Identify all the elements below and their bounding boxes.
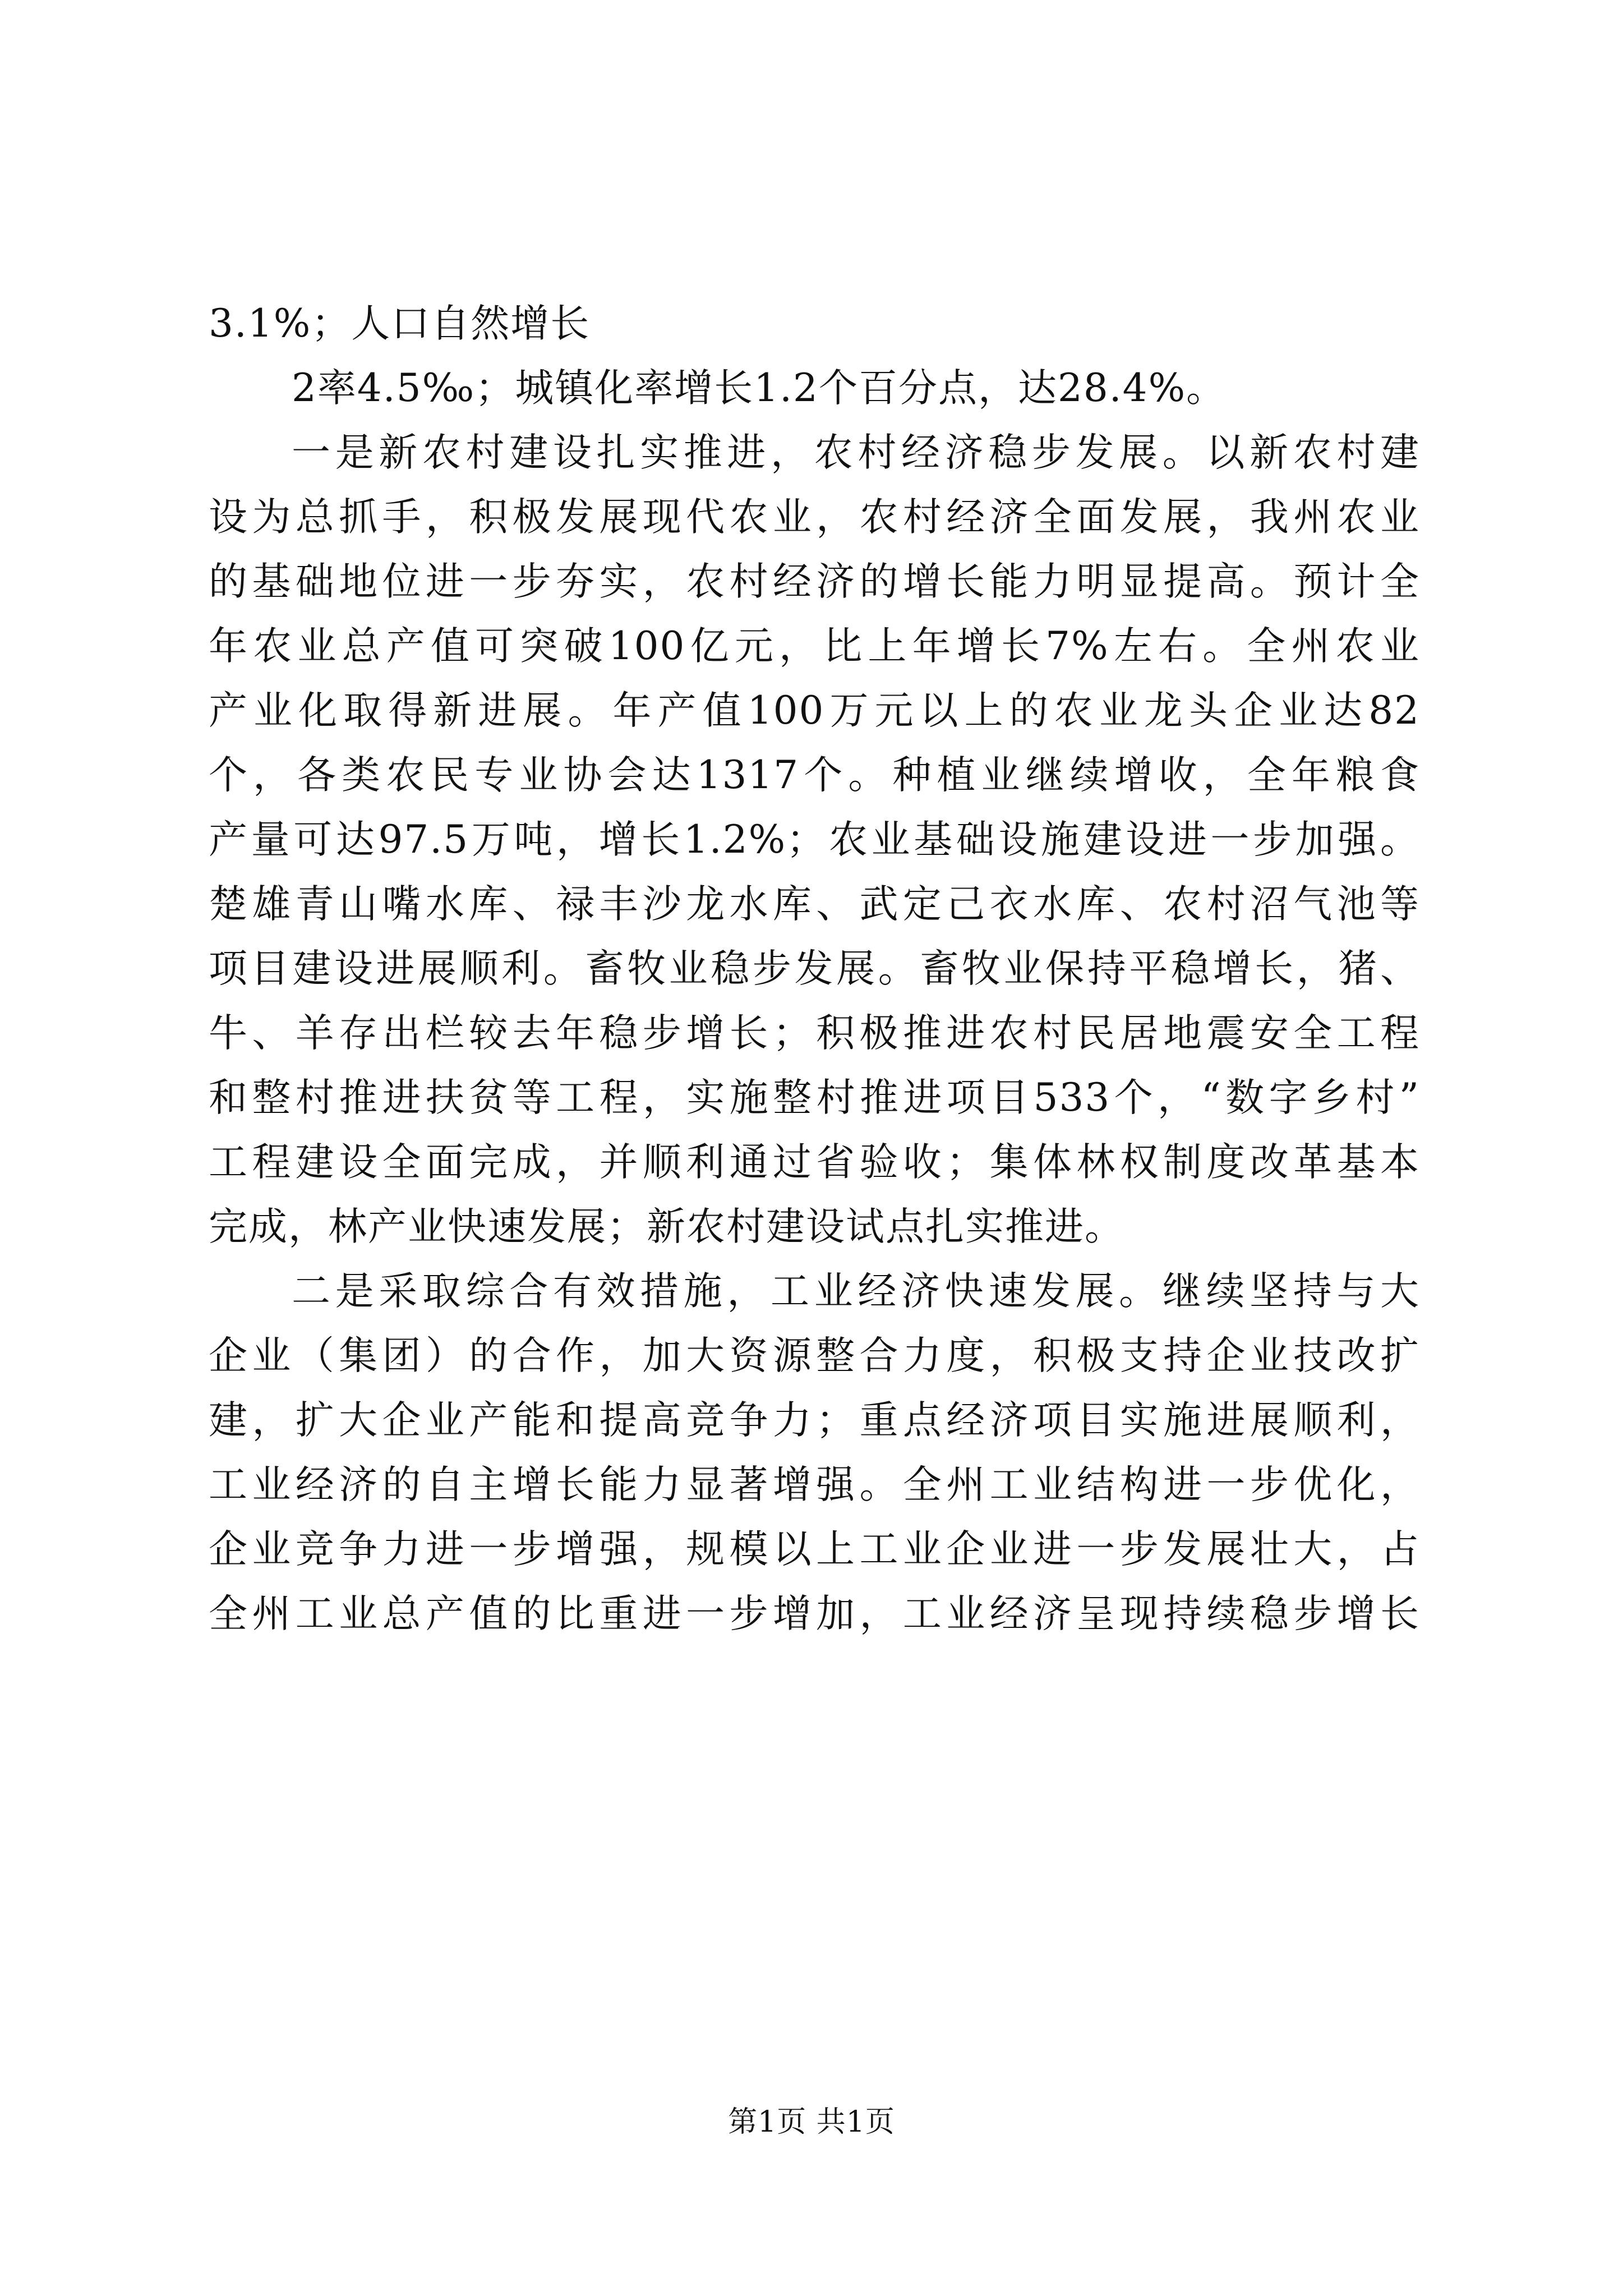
text-line: 年农业总产值可突破100亿元，比上年增长7%左右。全州农业 [209,624,1420,669]
document-body [209,292,1420,1646]
text-line: 的基础地位进一步夯实，农村经济的增长能力明显提高。预计全 [209,559,1420,604]
text-line: 产量可达97.5万吨，增长1.2%；农业基础设施建设进一步加强。 [209,817,1420,862]
text-line: 设为总抓手，积极发展现代农业，农村经济全面发展，我州农业 [209,495,1420,540]
text-line: 企业（集团）的合作，加大资源整合力度，积极支持企业技改扩 [209,1333,1420,1378]
text-line: 建，扩大企业产能和提高竞争力；重点经济项目实施进展顺利， [209,1398,1420,1443]
text-line: 全州工业总产值的比重进一步增加，工业经济呈现持续稳步增长 [209,1591,1420,1636]
text-line: 产业化取得新进展。年产值100万元以上的农业龙头企业达82 [209,688,1420,733]
text-line: 和整村推进扶贫等工程，实施整村推进项目533个，“数字乡村” [209,1075,1420,1120]
text-line: 一是新农村建设扎实推进，农村经济稳步发展。以新农村建 [292,430,1420,475]
text-line: 工程建设全面完成，并顺利通过省验收；集体林权制度改革基本 [209,1140,1420,1185]
text-line: 企业竞争力进一步增强，规模以上工业企业进一步发展壮大，占 [209,1527,1420,1572]
page-footer: 第1页 共1页 [728,2105,895,2139]
text-line: 完成，林产业快速发展；新农村建设试点扎实推进。 [209,1204,1124,1249]
text-line: 个，各类农民专业协会达1317个。种植业继续增收，全年粮食 [209,753,1420,798]
text-line: 工业经济的自主增长能力显著增强。全州工业结构进一步优化， [209,1462,1420,1507]
text-line: 二是采取综合有效措施，工业经济快速发展。继续坚持与大 [292,1269,1420,1314]
text-line: 牛、羊存出栏较去年稳步增长；积极推进农村民居地震安全工程 [209,1011,1420,1056]
text-line: 楚雄青山嘴水库、禄丰沙龙水库、武定己衣水库、农村沼气池等 [209,882,1420,927]
text-line: 项目建设进展顺利。畜牧业稳步发展。畜牧业保持平稳增长，猪、 [209,946,1420,991]
text-line: 3.1%；人口自然增长 [209,301,591,346]
text-line: 2率4.5‰；城镇化率增长1.2个百分点，达28.4%。 [292,366,1227,411]
